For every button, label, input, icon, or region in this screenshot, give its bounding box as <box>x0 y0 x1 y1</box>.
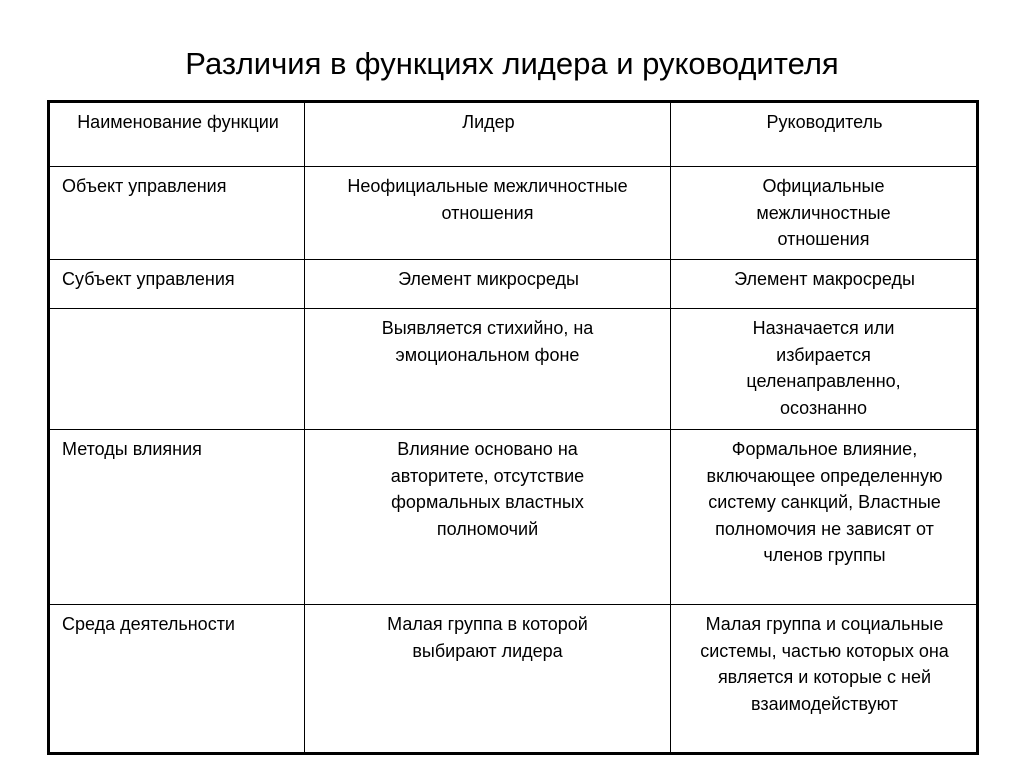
function-cell: Субъект управления <box>49 260 305 309</box>
comparison-table <box>47 100 979 755</box>
leader-cell: Неофициальные межличностные отношения <box>305 167 671 260</box>
function-cell <box>49 309 305 430</box>
function-cell: Методы влияния <box>49 430 305 605</box>
table-header-row <box>49 102 978 167</box>
function-cell: Среда деятельности <box>49 605 305 754</box>
table-row <box>49 605 978 754</box>
leader-cell: Выявляется стихийно, на эмоциональном фоне <box>305 309 671 430</box>
table-row <box>49 309 978 430</box>
table-row <box>49 430 978 605</box>
leader-cell: Элемент микросреды <box>305 260 671 309</box>
leader-cell: Влияние основано на авторитете, отсутствие формальных властных полномочий <box>305 430 671 605</box>
header-cell: Наименование функции <box>49 102 305 167</box>
header-cell: Руководитель <box>671 102 978 167</box>
manager-cell: Официальные межличностные отношения <box>671 167 978 260</box>
manager-cell: Элемент макросреды <box>671 260 978 309</box>
manager-cell: Назначается или избирается целенаправленно, осознанно <box>671 309 978 430</box>
table-row <box>49 167 978 260</box>
function-cell: Объект управления <box>49 167 305 260</box>
table-row <box>49 260 978 309</box>
leader-cell: Малая группа в которой выбирают лидера <box>305 605 671 754</box>
manager-cell: Малая группа и социальные системы, частью которых она является и которые с ней взаимодействуют <box>671 605 978 754</box>
slide-title: Различия в функциях лидера и руководителя <box>185 46 839 81</box>
manager-cell: Формальное влияние, включающее определенную систему санкций, Властные полномочия не зависят от членов группы <box>671 430 978 605</box>
header-cell: Лидер <box>305 102 671 167</box>
